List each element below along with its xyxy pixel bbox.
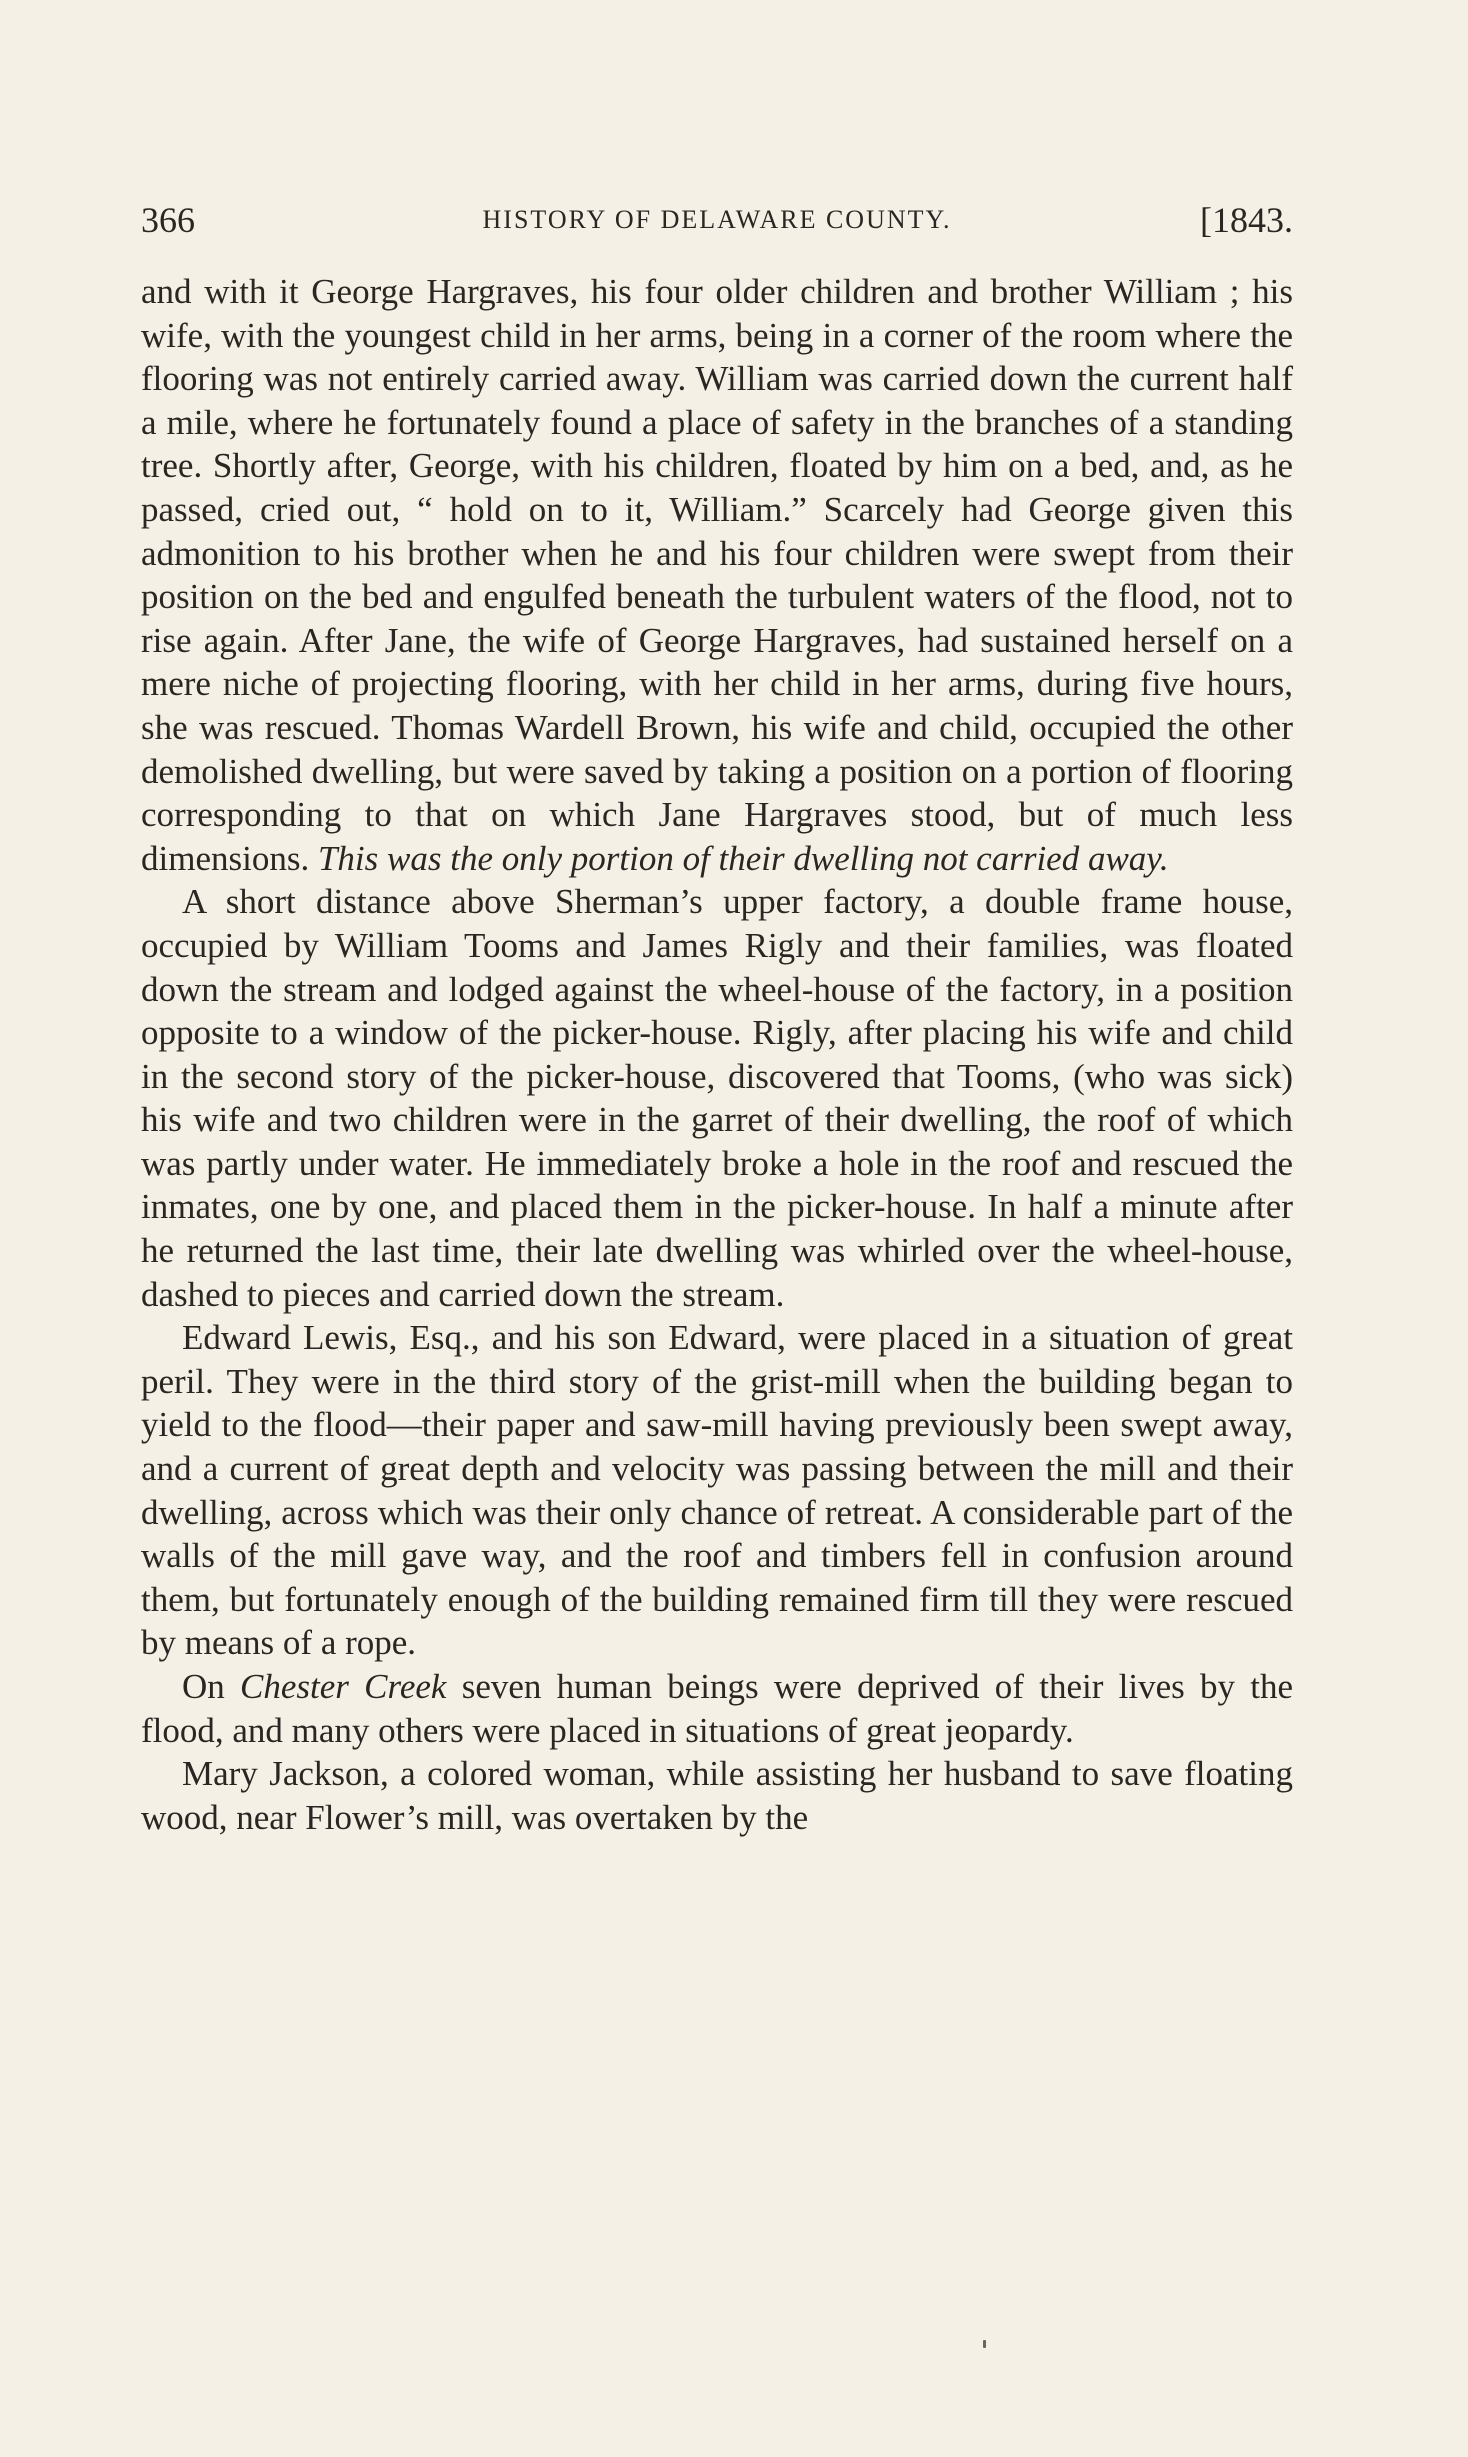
paragraph-text: On xyxy=(182,1667,241,1706)
ink-speck xyxy=(983,2340,986,2348)
paragraph-text: and with it George Hargraves, his four older children and brother William ; his wife, with the youngest child in her arms, being in a corner of the room where the flooring was not entirely carried away. William was carried down the current half a mile, where he fortunately found a place of safety in the branches of a standing tree. Shortly after, George, with his children, floated by him on a bed, and, as he passed, cried out, “ hold on to it, William.” Scarcely had George given this admonition to his brother when he and his four children were swept from their position on the bed and engulfed beneath the turbulent waters of the flood, not to rise again. After Jane, the wife of George Hargraves, had sustained herself on a mere niche of projecting flooring, with her child in her arms, during five hours, she was rescued. Thomas Wardell Brown, his wife and child, occupied the other demolished dwelling, but were saved by taking a position on a portion of flooring corresponding to that on which Jane Hargraves stood, but of much less dimensions. xyxy=(141,272,1293,878)
running-year: [1843. xyxy=(1200,200,1293,240)
book-page xyxy=(141,190,1293,1839)
paragraph-hargraves xyxy=(141,270,1293,880)
page-number: 366 xyxy=(141,200,195,240)
paragraph-chester-creek xyxy=(141,1665,1293,1752)
paragraph-edward-lewis: Edward Lewis, Esq., and his son Edward, were placed in a situation of great peril. They were in the third story of the grist-mill when the building began to yield to the flood—their paper and saw-mill having previously been swept away, and a current of great depth and velocity was passing between the mill and their dwelling, across which was their only chance of retreat. A considerable part of the walls of the mill gave way, and the roof and timbers fell in confusion around them, but fortunately enough of the building remained firm till they were rescued by means of a rope. xyxy=(141,1318,1293,1663)
paragraph-mary-jackson: Mary Jackson, a colored woman, while assisting her husband to save floating wood, near Flower’s mill, was overtaken by the xyxy=(141,1754,1293,1837)
running-head xyxy=(141,190,1293,250)
running-title: HISTORY OF DELAWARE COUNTY. xyxy=(482,205,952,234)
italic-text: This was the only portion of their dwelling not carried away. xyxy=(317,838,1169,878)
italic-place-name: Chester Creek xyxy=(240,1667,447,1706)
paragraph-text: seven human beings were deprived of their lives by the flood, and many others were placed in situations of great jeopardy. xyxy=(141,1667,1294,1750)
paragraph-sherman-factory: A short distance above Sherman’s upper factory, a double frame house, occupied by William Tooms and James Rigly and their families, was floated down the stream and lodged against the wheel-house of the factory, in a position opposite to a window of the picker-house. Rigly, after placing his wife and child in the second story of the picker-house, discovered that Tooms, (who was sick) his wife and two children were in the garret of their dwelling, the roof of which was partly under water. He immediately broke a hole in the roof and rescued the inmates, one by one, and placed them in the picker-house. In half a minute after he returned the last time, their late dwelling was whirled over the wheel-house, dashed to pieces and carried down the stream. xyxy=(141,882,1293,1314)
